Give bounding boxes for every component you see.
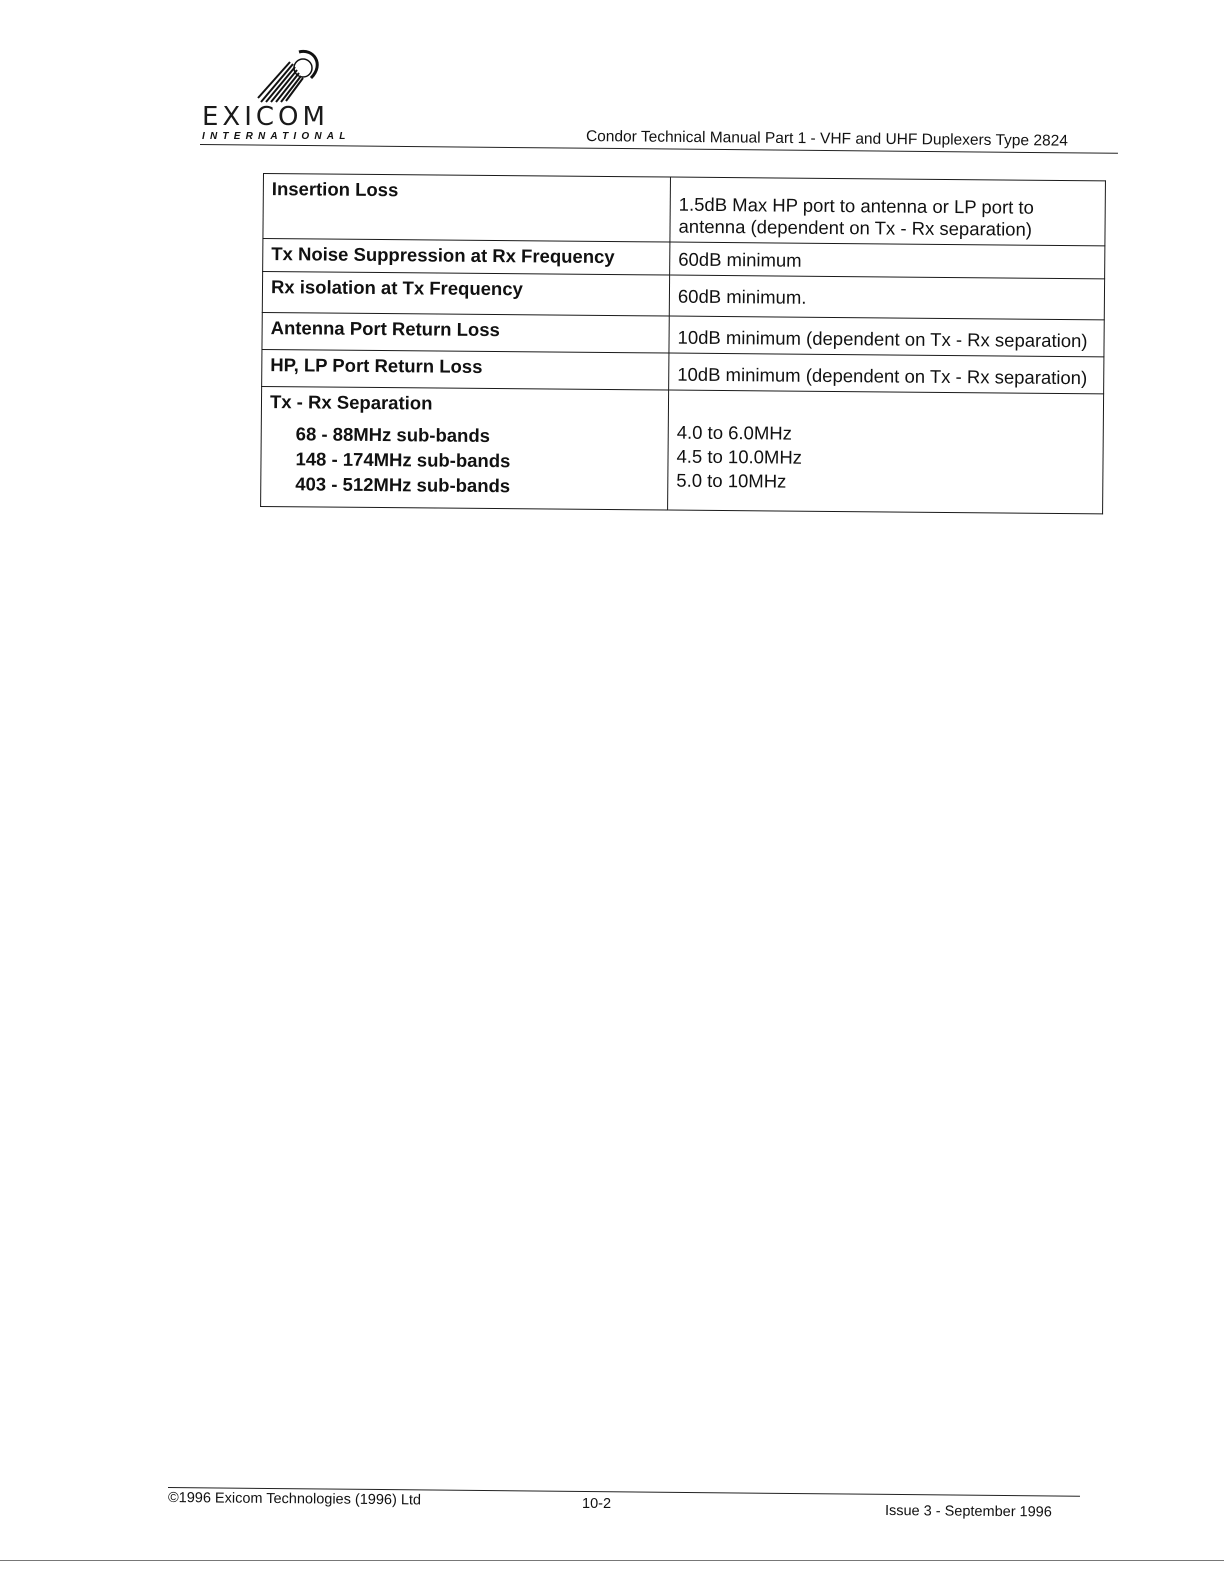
spec-label: Tx Noise Suppression at Rx Frequency <box>263 239 670 276</box>
spec-label: Rx isolation at Tx Frequency <box>262 272 669 317</box>
sub-band-item: 148 - 174MHz sub-bands <box>295 448 511 472</box>
separation-value: 4.5 to 10.0MHz <box>676 445 803 468</box>
logo-wordmark: EXICOM <box>202 102 329 132</box>
spec-value: 10dB minimum (dependent on Tx - Rx separation) <box>669 316 1104 357</box>
sub-band-item: 68 - 88MHz sub-bands <box>295 423 491 446</box>
sub-band-list <box>269 421 660 499</box>
separation-value: 4.0 to 6.0MHz <box>676 421 793 444</box>
spec-value: 1.5dB Max HP port to antenna or LP port to antenna (dependent on Tx - Rx separation) <box>670 177 1106 246</box>
spec-value: 60dB minimum. <box>669 275 1104 320</box>
header-title: Condor Technical Manual Part 1 - VHF and UHF Duplexers Type 2824 <box>585 128 1068 150</box>
footer-page-number: 10-2 <box>582 1496 612 1512</box>
separation-values-cell <box>668 390 1104 514</box>
spec-label: Antenna Port Return Loss <box>262 312 669 353</box>
spec-value: 60dB minimum <box>670 242 1105 279</box>
separation-value: 5.0 to 10MHz <box>676 469 787 492</box>
exicom-logo-icon <box>255 46 325 104</box>
table-row <box>261 386 1104 513</box>
separation-value-list <box>676 421 1095 497</box>
table-row <box>263 174 1106 246</box>
footer-issue: Issue 3 - September 1996 <box>884 1503 1052 1521</box>
separation-label: Tx - Rx Separation <box>269 391 433 414</box>
scan-bottom-edge <box>0 1560 1224 1561</box>
table-row <box>262 272 1104 320</box>
footer-copyright: ©1996 Exicom Technologies (1996) Ltd <box>167 1490 422 1509</box>
spec-label: HP, LP Port Return Loss <box>262 349 669 390</box>
exicom-logo <box>200 42 360 152</box>
spec-table <box>260 173 1106 514</box>
spec-label: Insertion Loss <box>263 174 671 243</box>
spec-value: 10dB minimum (dependent on Tx - Rx separation) <box>669 353 1104 394</box>
sub-band-item: 403 - 512MHz sub-bands <box>295 473 511 497</box>
logo-subtitle: INTERNATIONAL <box>202 131 351 142</box>
separation-cell <box>261 386 669 510</box>
